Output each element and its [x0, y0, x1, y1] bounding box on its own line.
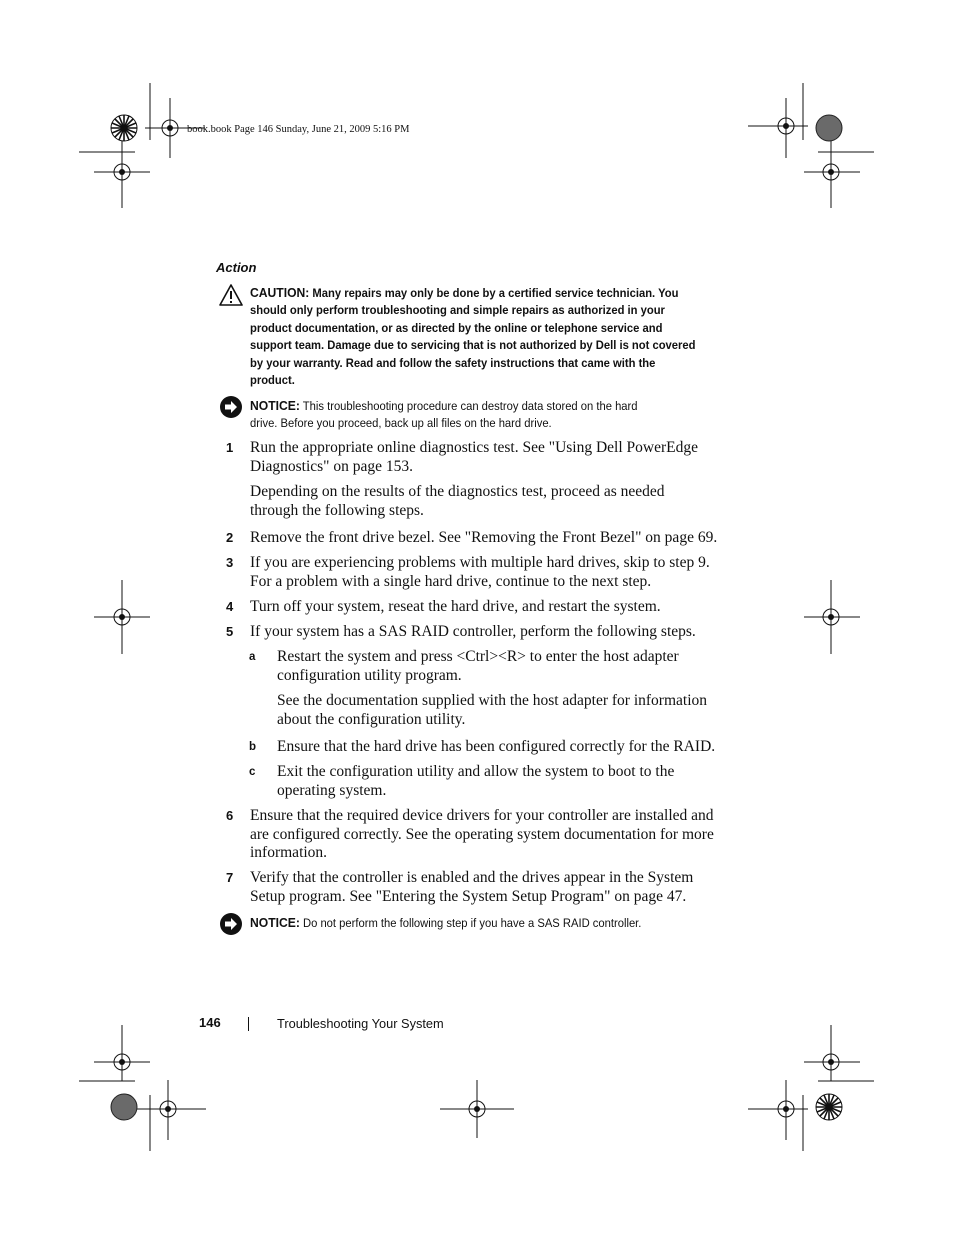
- page-number: 146: [199, 1015, 221, 1030]
- step-number: 3: [226, 555, 234, 570]
- step-line: Setup program. See "Entering the System Setup Program" on page 47.: [250, 887, 687, 905]
- step-text: [250, 554, 710, 591]
- notice-block: [250, 914, 719, 932]
- step-number: 5: [226, 624, 234, 639]
- step-line: Depending on the results of the diagnostics test, proceed as needed: [250, 483, 665, 500]
- notice-label: NOTICE:: [250, 398, 300, 413]
- caution-line: support team. Damage due to servicing that is not authorized by Dell is not covered: [250, 338, 696, 353]
- step-number: 4: [226, 599, 234, 614]
- step-line: Run the appropriate online diagnostics test. See "Using Dell PowerEdge: [250, 439, 698, 456]
- substep-letter: b: [249, 741, 257, 753]
- step-number: 6: [226, 808, 234, 823]
- step-line: If your system has a SAS RAID controller, perform the following steps.: [250, 623, 696, 640]
- registration-disc-top-right: [816, 115, 842, 141]
- notice-line: Do not perform the following step if you have a SAS RAID controller.: [303, 916, 642, 930]
- step-line: Diagnostics" on page 153.: [250, 457, 414, 475]
- step-line: through the following steps.: [250, 501, 424, 519]
- substep-letter: a: [249, 651, 256, 663]
- notice-arrow-icon: [219, 395, 243, 419]
- section-heading: Action: [216, 260, 257, 275]
- substep-line: about the configuration utility.: [277, 710, 466, 728]
- caution-label: CAUTION:: [250, 285, 310, 300]
- substep-text: [277, 763, 674, 800]
- footer-divider: [248, 1017, 249, 1031]
- step-text: [250, 598, 661, 617]
- notice-label: NOTICE:: [250, 915, 300, 930]
- step-text: [250, 439, 698, 476]
- caution-line: by your warranty. Read and follow the safety instructions that came with the: [250, 355, 656, 370]
- step-text: [250, 623, 696, 642]
- substep-paragraph: [277, 692, 707, 729]
- step-number: 1: [226, 440, 234, 455]
- caution-line: Many repairs may only be done by a certified service technician. You: [312, 286, 679, 300]
- substep-text: [277, 648, 679, 685]
- registration-disc-bottom-left: [111, 1094, 137, 1120]
- registration-disc-top-left: [111, 115, 137, 141]
- caution-line: should only perform troubleshooting and simple repairs as authorized in your: [250, 303, 665, 318]
- step-line: are configured correctly. See the operating system documentation for more: [250, 825, 714, 843]
- step-number: 2: [226, 530, 234, 545]
- caution-triangle-icon: [219, 283, 243, 307]
- step-text: [250, 869, 693, 906]
- step-text: [250, 529, 717, 548]
- registration-disc-bottom-right: [816, 1094, 842, 1120]
- step-text: [250, 807, 714, 863]
- substep-line: See the documentation supplied with the host adapter for information: [277, 692, 708, 709]
- notice-arrow-icon: [219, 912, 243, 936]
- notice-line: This troubleshooting procedure can destroy data stored on the hard: [302, 399, 638, 413]
- caution-line: product.: [250, 373, 295, 388]
- substep-letter: c: [249, 766, 256, 778]
- step-line: Verify that the controller is enabled and the drives appear in the System: [250, 869, 694, 886]
- step-line: For a problem with a single hard drive, continue to the next step.: [250, 572, 652, 590]
- step-line: Ensure that the required device drivers for your controller are installed and: [250, 807, 714, 824]
- substep-line: operating system.: [277, 781, 387, 799]
- substep-line: configuration utility program.: [277, 666, 462, 684]
- substep-text: [277, 738, 715, 757]
- chapter-title: Troubleshooting Your System: [277, 1016, 444, 1031]
- step-line: Remove the front drive bezel. See "Removing the Front Bezel" on page 69.: [250, 529, 718, 546]
- substep-line: Ensure that the hard drive has been configured correctly for the RAID.: [277, 738, 716, 755]
- caution-line: product documentation, or as directed by the online or telephone service and: [250, 320, 663, 335]
- substep-line: Restart the system and press <Ctrl><R> to enter the host adapter: [277, 648, 679, 665]
- step-number: 7: [226, 870, 234, 885]
- substep-line: Exit the configuration utility and allow the system to boot to the: [277, 763, 675, 780]
- print-header-info: book.book Page 146 Sunday, June 21, 2009 5:16 PM: [187, 124, 410, 135]
- step-line: If you are experiencing problems with multiple hard drives, skip to step 9.: [250, 554, 710, 571]
- step-paragraph: [250, 483, 665, 520]
- notice-block: [250, 397, 719, 433]
- caution-block: [250, 284, 719, 389]
- step-line: information.: [250, 844, 328, 862]
- notice-line: drive. Before you proceed, back up all files on the hard drive.: [250, 416, 552, 431]
- step-line: Turn off your system, reseat the hard drive, and restart the system.: [250, 598, 661, 615]
